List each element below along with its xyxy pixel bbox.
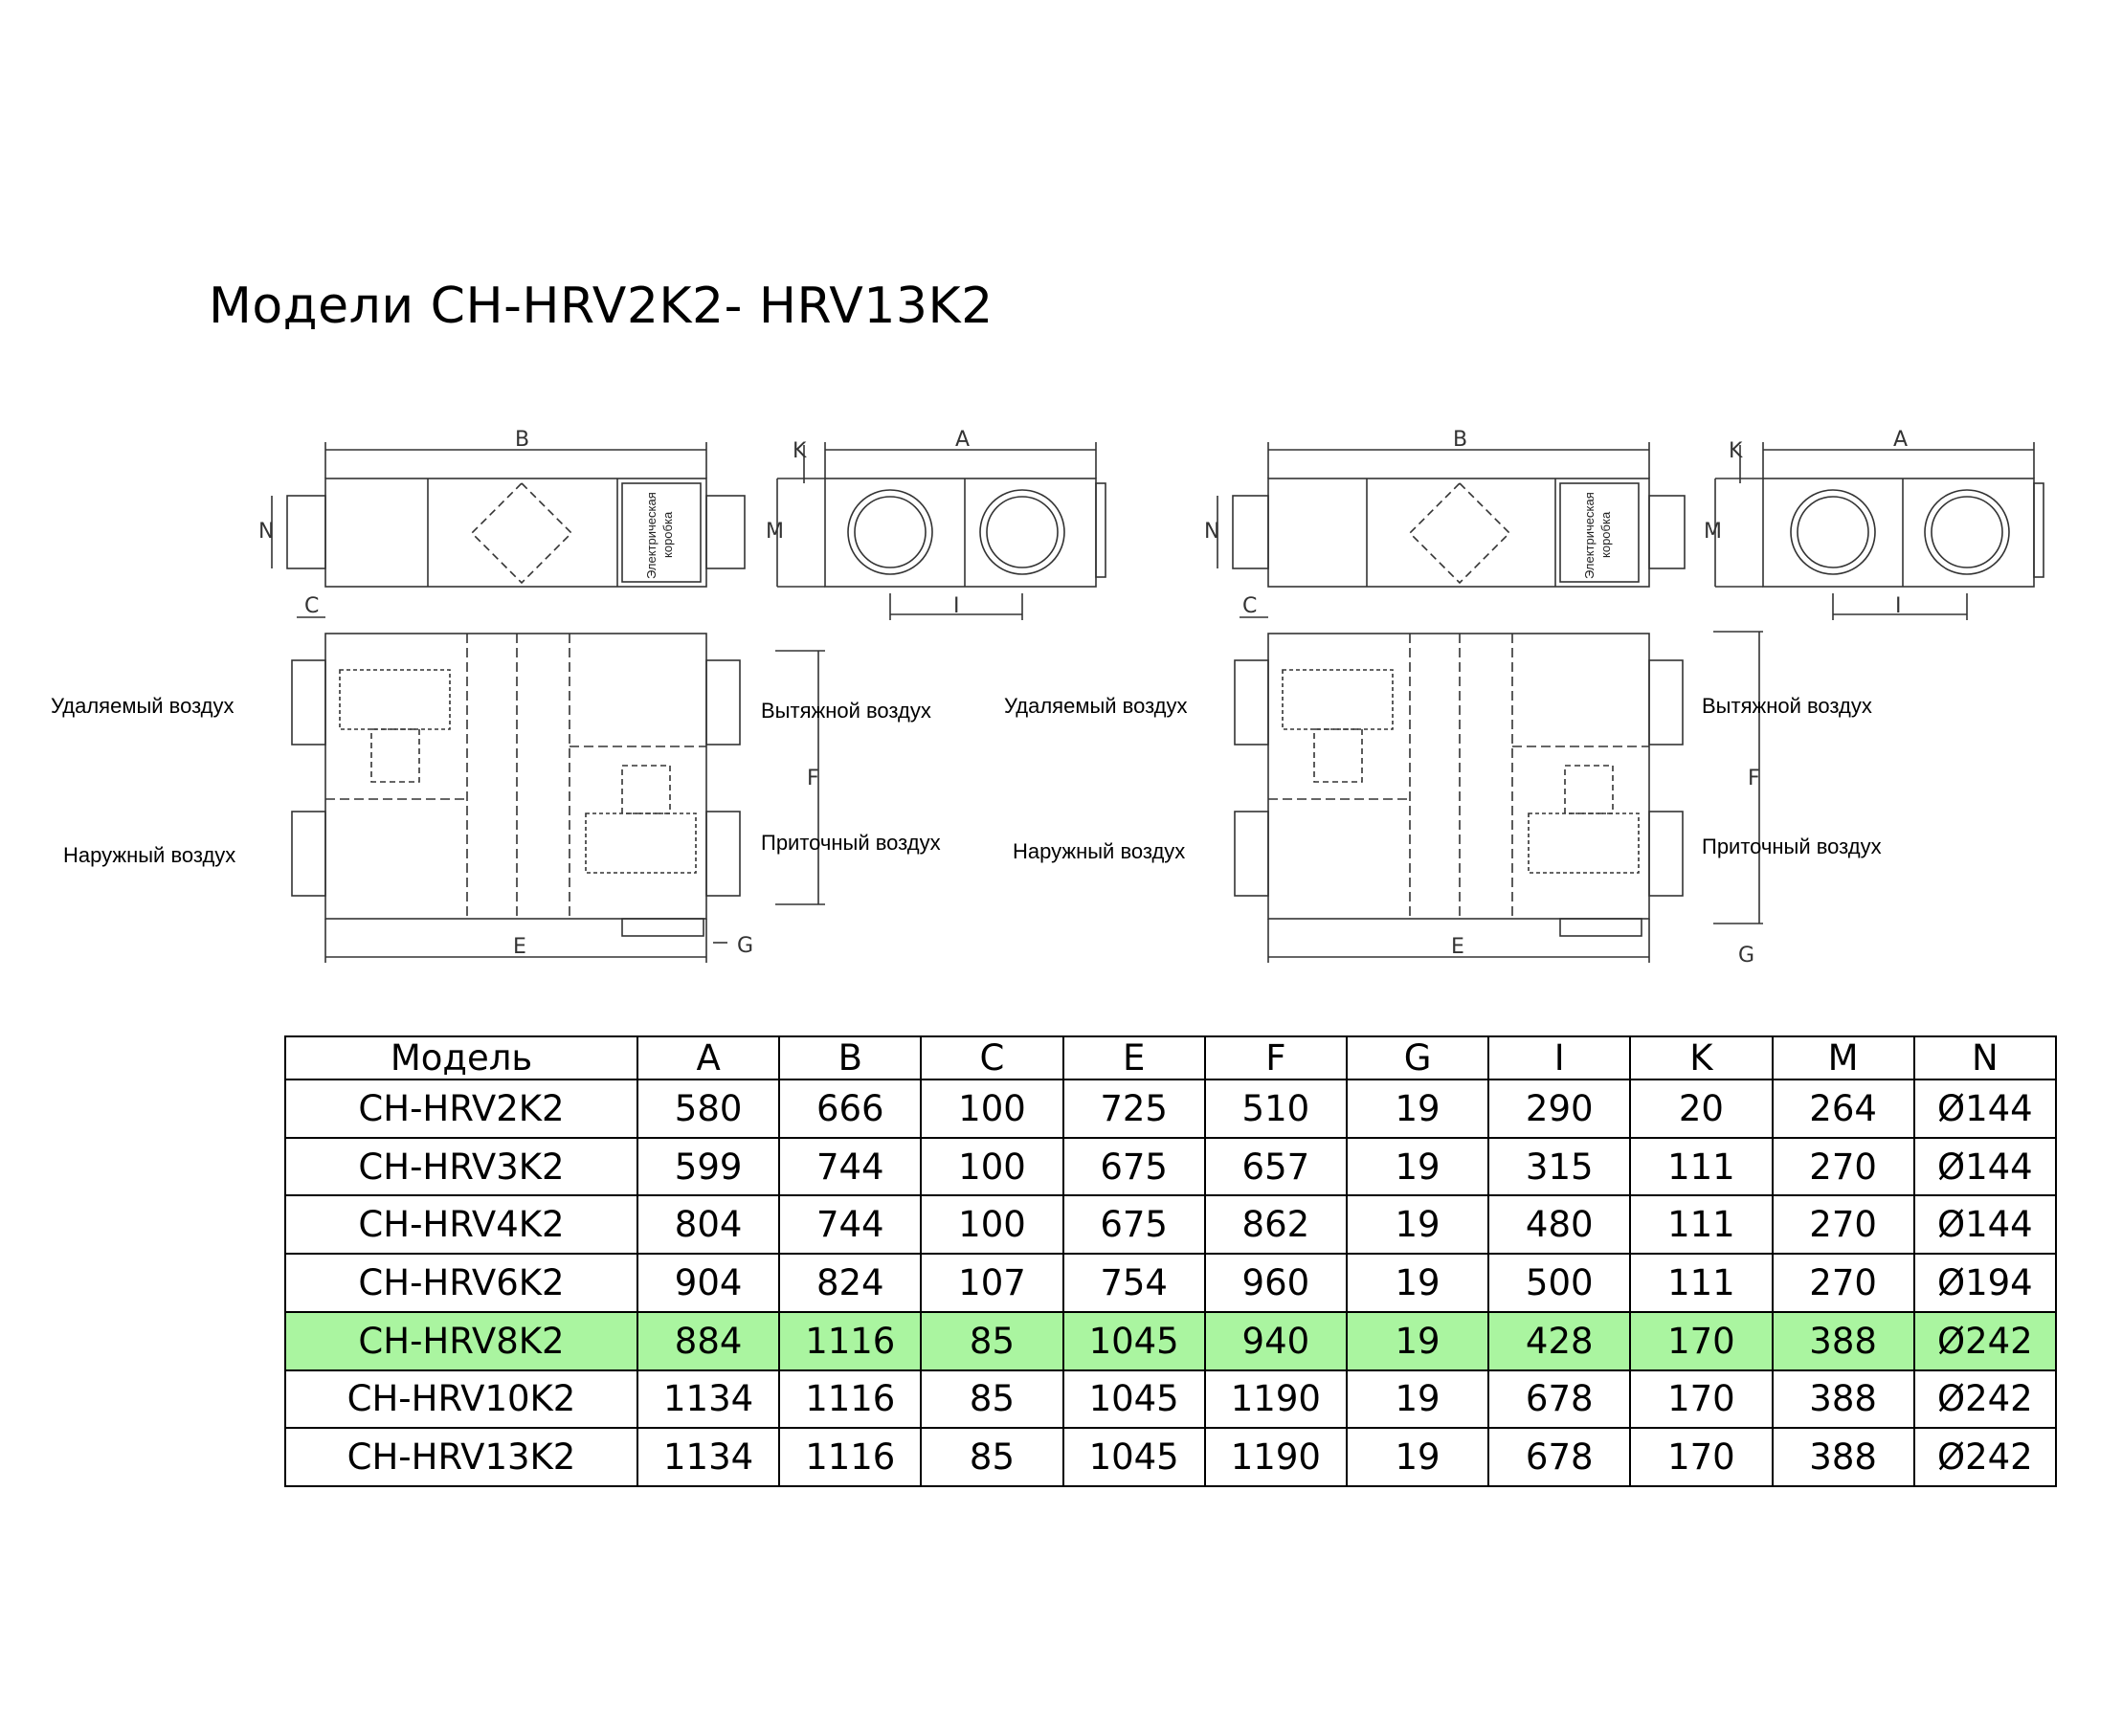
table-row [285, 1428, 2056, 1486]
dim-label-n: N [1204, 520, 1220, 544]
value-cell: 20 [1630, 1079, 1772, 1138]
table-row [285, 1195, 2056, 1254]
dim-label-g: G [737, 934, 754, 958]
header-cell: B [779, 1036, 921, 1079]
value-cell: 428 [1488, 1312, 1630, 1370]
electric-box-label-1: Электрическая [644, 492, 659, 579]
header-cell: K [1630, 1036, 1772, 1079]
dim-label-k: K [793, 439, 807, 463]
value-cell: 678 [1488, 1428, 1630, 1486]
value-cell: 270 [1773, 1138, 1914, 1196]
value-cell: 19 [1347, 1138, 1488, 1196]
value-cell: 388 [1773, 1428, 1914, 1486]
value-cell: 1045 [1063, 1312, 1205, 1370]
dim-label-e: E [513, 935, 526, 959]
header-cell: C [921, 1036, 1062, 1079]
value-cell: Ø242 [1914, 1370, 2056, 1429]
dim-label-m: M [1704, 520, 1722, 544]
table-header-row [285, 1036, 2056, 1079]
value-cell: 744 [779, 1195, 921, 1254]
label-supply-left: Приточный воздух [761, 831, 941, 855]
value-cell: 1134 [637, 1370, 779, 1429]
value-cell: Ø242 [1914, 1312, 2056, 1370]
value-cell: 580 [637, 1079, 779, 1138]
value-cell: 19 [1347, 1079, 1488, 1138]
dim-label-n: N [258, 520, 275, 544]
electric-box-label-1: Электрическая [1582, 492, 1597, 579]
header-cell: F [1205, 1036, 1347, 1079]
spec-table [284, 1035, 2057, 1487]
header-cell: G [1347, 1036, 1488, 1079]
dim-label-c: C [1242, 594, 1258, 618]
right-top-view [1235, 617, 1763, 963]
value-cell: 1190 [1205, 1428, 1347, 1486]
value-cell: 1134 [637, 1428, 779, 1486]
table-row [285, 1312, 2056, 1370]
value-cell: Ø144 [1914, 1138, 2056, 1196]
value-cell: Ø194 [1914, 1254, 2056, 1312]
value-cell: 100 [921, 1195, 1062, 1254]
label-supply-right: Приточный воздух [1702, 835, 1882, 858]
value-cell: 111 [1630, 1138, 1772, 1196]
value-cell: 884 [637, 1312, 779, 1370]
value-cell: 725 [1063, 1079, 1205, 1138]
value-cell: 170 [1630, 1312, 1772, 1370]
value-cell: 824 [779, 1254, 921, 1312]
table-row [285, 1370, 2056, 1429]
model-cell: CH-HRV10K2 [285, 1370, 637, 1429]
model-cell: CH-HRV8K2 [285, 1312, 637, 1370]
value-cell: 1116 [779, 1312, 921, 1370]
model-cell: CH-HRV13K2 [285, 1428, 637, 1486]
value-cell: 940 [1205, 1312, 1347, 1370]
table-row [285, 1079, 2056, 1138]
label-exhaust-out-right: Вытяжной воздух [1702, 694, 1872, 718]
model-cell: CH-HRV2K2 [285, 1079, 637, 1138]
value-cell: 264 [1773, 1079, 1914, 1138]
value-cell: 85 [921, 1312, 1062, 1370]
value-cell: 290 [1488, 1079, 1630, 1138]
label-exhaust-in-right: Удаляемый воздух [1004, 694, 1188, 718]
dim-label-a: A [1893, 428, 1909, 452]
left-front-view [777, 442, 1106, 620]
label-outdoor-right: Наружный воздух [1013, 839, 1186, 863]
value-cell: 19 [1347, 1195, 1488, 1254]
value-cell: Ø144 [1914, 1079, 2056, 1138]
label-exhaust-in-left: Удаляемый воздух [51, 694, 235, 718]
value-cell: 270 [1773, 1195, 1914, 1254]
dim-label-a: A [955, 428, 971, 452]
dim-label-b: B [515, 428, 530, 452]
value-cell: 500 [1488, 1254, 1630, 1312]
value-cell: 1116 [779, 1370, 921, 1429]
value-cell: 904 [637, 1254, 779, 1312]
table-row [285, 1138, 2056, 1196]
right-side-view [1217, 442, 1685, 587]
left-top-view [292, 617, 825, 963]
value-cell: 19 [1347, 1428, 1488, 1486]
electric-box-label-2: коробка [660, 511, 675, 558]
value-cell: 111 [1630, 1254, 1772, 1312]
dim-label-b: B [1453, 428, 1468, 452]
dim-label-i: I [1895, 594, 1902, 618]
right-front-view [1715, 442, 2044, 620]
value-cell: Ø144 [1914, 1195, 2056, 1254]
dim-label-i: I [953, 594, 960, 618]
value-cell: 1045 [1063, 1370, 1205, 1429]
value-cell: 678 [1488, 1370, 1630, 1429]
value-cell: 170 [1630, 1428, 1772, 1486]
value-cell: 744 [779, 1138, 921, 1196]
electric-box-label-2: коробка [1598, 511, 1613, 558]
label-outdoor-left: Наружный воздух [63, 843, 236, 867]
value-cell: 480 [1488, 1195, 1630, 1254]
value-cell: 804 [637, 1195, 779, 1254]
value-cell: 754 [1063, 1254, 1205, 1312]
header-cell: M [1773, 1036, 1914, 1079]
value-cell: 85 [921, 1428, 1062, 1486]
value-cell: 270 [1773, 1254, 1914, 1312]
value-cell: 657 [1205, 1138, 1347, 1196]
dim-label-c: C [304, 594, 320, 618]
model-cell: CH-HRV3K2 [285, 1138, 637, 1196]
header-cell: E [1063, 1036, 1205, 1079]
value-cell: 170 [1630, 1370, 1772, 1429]
model-cell: CH-HRV4K2 [285, 1195, 637, 1254]
value-cell: 675 [1063, 1195, 1205, 1254]
model-cell: CH-HRV6K2 [285, 1254, 637, 1312]
dim-label-e: E [1451, 935, 1464, 959]
dim-label-f: F [807, 767, 819, 790]
value-cell: 19 [1347, 1370, 1488, 1429]
value-cell: 862 [1205, 1195, 1347, 1254]
dim-label-m: M [766, 520, 784, 544]
value-cell: Ø242 [1914, 1428, 2056, 1486]
value-cell: 1045 [1063, 1428, 1205, 1486]
value-cell: 107 [921, 1254, 1062, 1312]
value-cell: 85 [921, 1370, 1062, 1429]
value-cell: 315 [1488, 1138, 1630, 1196]
table-row [285, 1254, 2056, 1312]
value-cell: 19 [1347, 1254, 1488, 1312]
value-cell: 388 [1773, 1312, 1914, 1370]
header-cell: A [637, 1036, 779, 1079]
dim-label-f: F [1748, 767, 1760, 790]
label-exhaust-out-left: Вытяжной воздух [761, 699, 931, 723]
header-cell: I [1488, 1036, 1630, 1079]
header-cell: N [1914, 1036, 2056, 1079]
value-cell: 599 [637, 1138, 779, 1196]
value-cell: 19 [1347, 1312, 1488, 1370]
value-cell: 675 [1063, 1138, 1205, 1196]
value-cell: 960 [1205, 1254, 1347, 1312]
value-cell: 388 [1773, 1370, 1914, 1429]
value-cell: 100 [921, 1079, 1062, 1138]
value-cell: 100 [921, 1138, 1062, 1196]
dim-label-k: K [1729, 439, 1743, 463]
value-cell: 1190 [1205, 1370, 1347, 1429]
value-cell: 510 [1205, 1079, 1347, 1138]
header-cell: Модель [285, 1036, 637, 1079]
dim-label-g: G [1738, 944, 1755, 968]
page-title: Модели CH-HRV2K2- HRV13K2 [209, 278, 994, 335]
value-cell: 666 [779, 1079, 921, 1138]
value-cell: 1116 [779, 1428, 921, 1486]
value-cell: 111 [1630, 1195, 1772, 1254]
